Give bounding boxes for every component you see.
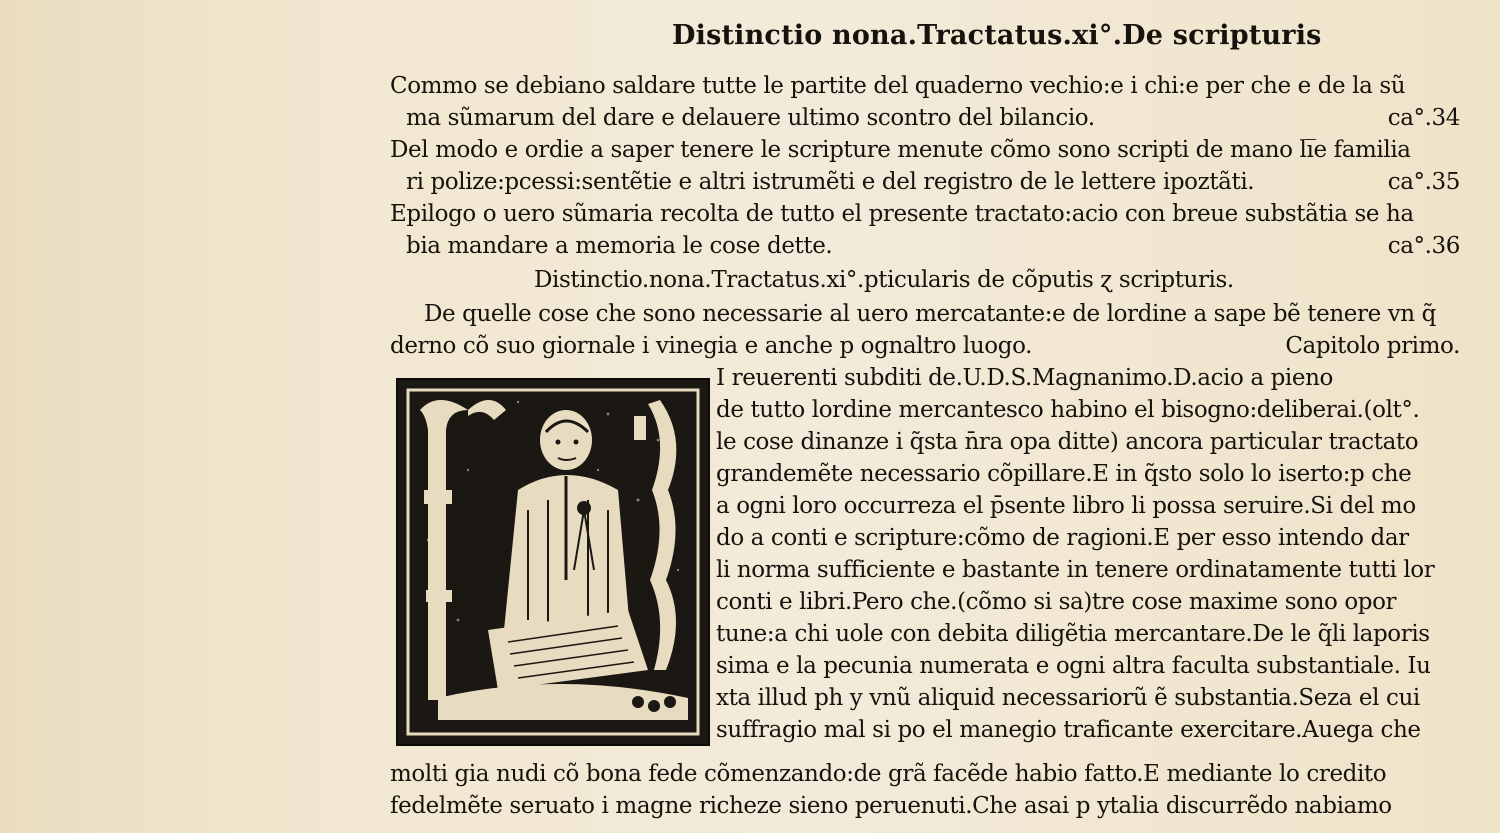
chapter-ref: ca°.34 (1387, 105, 1460, 131)
contents-entry-34-line-2: ma sũmarum del dare e delauere ultimo scontro del bilancio. ca°.34 (406, 102, 1460, 134)
body-line: xta illud ph y vnũ aliquid necessariorũ ẽ substantia.Seza el cui (716, 685, 1420, 711)
body-line: tune:a chi uole con debita diligẽtia mercantare.De le q̃li laporis (716, 621, 1430, 647)
contents-entry-35-line-1: Del modo e ordie a saper tenere le scripture menute cõmo sono scripti de mano li̅e familia (390, 137, 1411, 163)
body-line: suffragio mal si po el manegio traficante exercitare.Auega che (716, 717, 1421, 743)
chapter-body-column (716, 362, 1464, 746)
body-line: sima e la pecunia numerata e ogni altra faculta substantiale. Iu (716, 653, 1431, 679)
chapter-title-line-1: De quelle cose che sono necessarie al uero mercatante:e de lordine a sape bẽ tenere vn q̃ (424, 301, 1436, 327)
contents-entry-36-line-1: Epilogo o uero sũmaria recolta de tutto el presente tractato:acio con breue substãtia se ha (390, 201, 1414, 227)
chapter-label: Capitolo primo. (1285, 333, 1460, 359)
body-line: le cose dinanze i q̃sta n̄ra opa ditte) ancora particular tractato (716, 429, 1419, 455)
contents-entry-34-line-1: Commo se debiano saldare tutte le partite del quaderno vechio:e i chi:e per che e de la sũ (390, 73, 1406, 99)
body-line: grandemẽte necessario cõpillare.E in q̃sto solo lo iserto:p che (716, 461, 1412, 487)
body-line: I reuerenti subditi de.U.D.S.Magnanimo.D.acio a pieno (716, 365, 1333, 391)
body-line-wide: molti gia nudi cõ bona fede cõmenzando:de grã facẽde habio fatto.E mediante lo credito (390, 761, 1387, 787)
chapter-title-line-2: derno cõ suo giornale i vinegia e anche p ognaltro luogo. Capitolo primo. (390, 330, 1460, 362)
body-line: a ogni loro occurreza el p̄sente libro li possa seruire.Si del mo (716, 493, 1416, 519)
body-line: do a conti e scripture:cõmo de ragioni.E per esso intendo dar (716, 525, 1409, 551)
page-header-title: Distinctio nona.Tractatus.xi°.De scripturis (672, 20, 1322, 51)
body-line-wide: fedelmẽte seruato i magne richeze sieno peruenuti.Che asai p ytalia discurrẽdo nabiamo (390, 793, 1392, 819)
body-line: conti e libri.Pero che.(cõmo si sa)tre cose maxime sono opor (716, 589, 1397, 615)
friar-woodcut-illustration (396, 378, 710, 746)
section-subheading: Distinctio.nona.Tractatus.xi°.pticularis de cõputis ɀ scripturis. (534, 267, 1234, 293)
contents-entry-35-line-2: ri polize:pcessi:sentẽtie e altri istrumẽti e del registro de le lettere ipoztãti. ca°.35 (406, 166, 1460, 198)
chapter-ref: ca°.36 (1387, 233, 1460, 259)
body-line: li norma sufficiente e bastante in tenere ordinatamente tutti lor (716, 557, 1435, 583)
chapter-ref: ca°.35 (1387, 169, 1460, 195)
contents-entry-36-line-2: bia mandare a memoria le cose dette. ca°.36 (406, 230, 1460, 262)
body-line: de tutto lordine mercantesco habino el bisogno:deliberai.(olt°. (716, 397, 1420, 423)
